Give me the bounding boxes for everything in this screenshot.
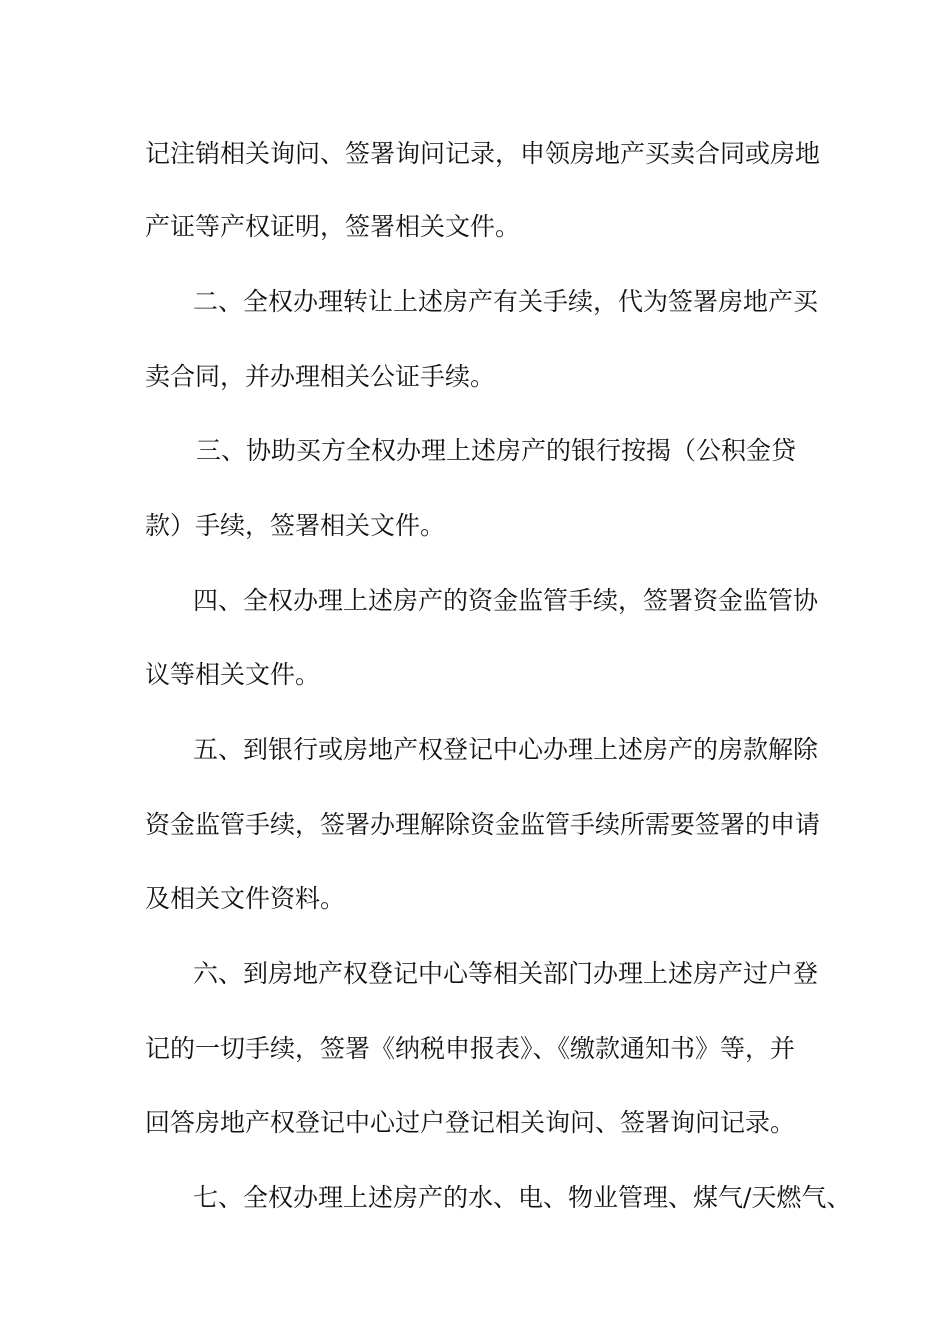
- text-line: 议等相关文件。: [145, 660, 321, 689]
- text-line: 回答房地产权登记中心过户登记相关询问、签署询问记录。: [145, 1108, 796, 1137]
- text-line: 记注销相关询问、签署询问记录，申领房地产买卖合同或房地: [145, 139, 821, 168]
- text-line: 记的一切手续，签署《纳税申报表》、《缴款通知书》等，并: [145, 1034, 796, 1063]
- text-line: 及相关文件资料。: [145, 884, 346, 913]
- text-line: 产证等产权证明，签署相关文件。: [145, 212, 521, 241]
- paragraph-5-start: 五、到银行或房地产权登记中心办理上述房产的房款解除: [193, 735, 819, 764]
- text-line: 资金监管手续，签署办理解除资金监管手续所需要签署的申请: [145, 810, 821, 839]
- paragraph-2-start: 二、全权办理转让上述房产有关手续，代为签署房地产买: [193, 287, 819, 316]
- text-line: 卖合同，并办理相关公证手续。: [145, 362, 496, 391]
- paragraph-3-start: 三、协助买方全权办理上述房产的银行按揭（公积金贷: [196, 436, 797, 465]
- text-line: 款）手续，签署相关文件。: [145, 511, 446, 540]
- paragraph-7-start: 七、全权办理上述房产的水、电、物业管理、煤气/天燃气、: [193, 1183, 852, 1212]
- paragraph-4-start: 四、全权办理上述房产的资金监管手续，签署资金监管协: [193, 586, 819, 615]
- paragraph-6-start: 六、到房地产权登记中心等相关部门办理上述房产过户登: [193, 959, 819, 988]
